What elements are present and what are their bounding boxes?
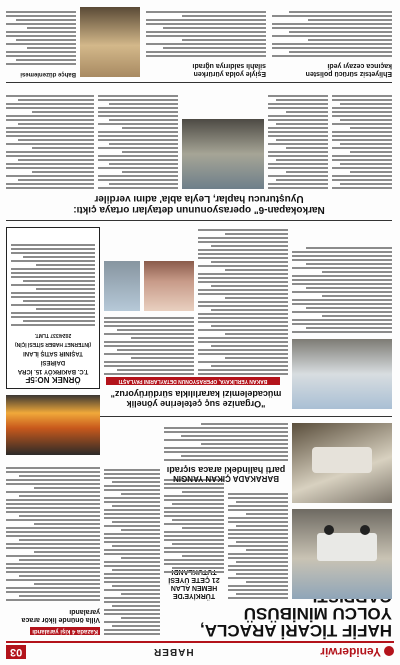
masthead [6,641,394,661]
bottom-mid-body [146,7,266,57]
main-headline-line-2: YOLCU MİNİBÜSÜ [243,604,392,623]
bottom-photo [80,7,140,77]
main-headline-line-1: HAFİF TİCARİ ARACLA, [199,621,392,640]
notice-body [7,244,99,330]
fire-headline-line-1: BARAKADA ÇIKAN YANGIN [173,474,279,483]
fire-headline-line-2: parti halindeki araca sıçradı [166,465,286,475]
bottom-left-body [272,7,392,57]
notice-title-4: (İNTERNET HABER SİTESİ İÇİN) [14,341,92,347]
second-body [164,473,224,573]
bottom-right-body [6,7,76,65]
divider-3 [6,82,392,83]
quote-headline [104,389,288,409]
narko-body-3 [98,89,178,189]
main-body-right [6,461,100,601]
bottom-left-headline [272,61,392,77]
narko-headline-line-2: Uyuşturucu haplar, Leyla abla' adını verdiler [94,193,304,204]
main-subhead [6,607,100,623]
logo-mark-icon [384,646,394,656]
section-label: HABER [153,646,194,658]
bottom-left-headline-line-1: Ehliyetsiz sürücü polisten [305,70,392,77]
bottom-left-headline-line-2: kaçınca cezayı yedi [327,62,392,69]
bottom-mid-headline-line-1: Eşiyle yolda yürürken [193,70,266,77]
narko-body-4 [6,89,94,189]
left-body [292,243,392,333]
small-photo [104,261,140,311]
notice-file-no: 2024/337 TLMT. [34,332,72,338]
second-headline-line-2: 21 ÇETE ÜYESİ [168,576,220,583]
bottom-right-headline: Bahçe düzenlemesi [20,71,76,77]
minibus-photo [292,509,392,599]
notice-title-1: ÖRNEK NO:5F [25,375,81,384]
main-body-col-1 [228,489,288,599]
quote-body-2 [104,315,194,375]
street-photo [292,339,392,409]
main-kicker: Kazada 4 kişi yaralandı [32,628,98,634]
page-number: 03 [6,645,26,659]
narko-photo [182,119,264,189]
quote-headline-line-1: "Organize suç çetelerine yönelik [126,399,266,409]
narko-body-2 [268,89,328,189]
fire-photo [6,395,100,455]
quote-headline-line-2: mücadelemizi kararlılıkla sürdürüyoruz" [110,389,282,399]
fire-body [164,421,288,461]
narko-headline [6,193,392,215]
narko-headline-line-1: Narkokapan-6" operasyonunun detayları ortaya çıktı: [73,204,325,215]
bottom-mid-headline-line-2: silahlı saldırıya uğradı [192,62,266,69]
notice-title-2: T.C. BAKIRKÖY 15. İCRA DAİRESİ [17,359,89,374]
logo-text: Yeniderwir [320,645,381,659]
quote-body-1 [198,225,288,375]
fire-headline [164,465,288,483]
narko-body-1 [332,89,392,189]
bottom-mid-headline [146,61,266,77]
second-headline-line-1: TÜRKİYE'DE HEMEN ALAN [170,584,218,599]
main-body-col-2 [104,465,160,635]
notice-box [6,227,100,389]
portrait-photo [144,261,194,311]
car-photo [292,423,392,503]
divider-2 [6,220,392,221]
main-subhead-line-1: Villa önünde likör araca [21,616,100,623]
main-subhead-line-2: yaralandı [69,608,100,615]
logo [320,645,394,659]
notice-title [7,330,99,388]
notice-title-3: TAŞINIR SATIŞ İLANI [23,350,83,356]
quote-redbar: BAKAN YERLİKAYA, OPERASYONUN DETAYLARINI PAYLAŞTI [106,377,280,385]
